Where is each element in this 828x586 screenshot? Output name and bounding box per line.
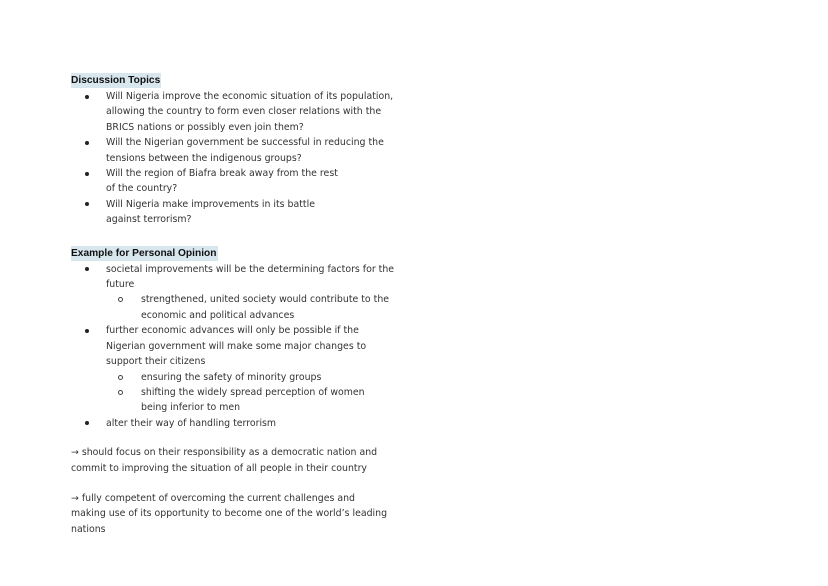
discussion-item: Will Nigeria make improvements in its battle against terrorism? [71, 197, 316, 228]
opinion-sublist [106, 370, 401, 416]
discussion-item: Will the Nigerian government be successful in reducing the tensions between the indigenous groups? [71, 135, 386, 166]
opinion-sublist [106, 292, 396, 323]
opinion-item-text: further economic advances will only be possible if the Nigerian government will make some major changes to support their citizens [106, 325, 367, 368]
opinion-section [71, 243, 411, 431]
conclusion-paragraph: → should focus on their responsibility as a democratic nation and commit to improving the situation of all people in their country [71, 447, 378, 474]
discussion-heading: Discussion Topics [71, 75, 161, 86]
opinion-subitem: shifting the widely spread perception of women being inferior to men [106, 385, 391, 416]
opinion-item [71, 262, 396, 324]
discussion-item: Will Nigeria improve the economic situation of its population, allowing the country to form even closer relations with the BRICS nations or possibly even join them? [71, 89, 396, 135]
opinion-item-text: societal improvements will be the determining factors for the future [106, 263, 395, 291]
discussion-list [71, 89, 411, 228]
discussion-section [71, 70, 411, 228]
opinion-item [71, 323, 401, 415]
conclusion-paragraph: → fully competent of overcoming the current challenges and making use of its opportunity to become one of the world’s leading nations [71, 492, 388, 535]
document-content [71, 70, 411, 537]
opinion-subitem: ensuring the safety of minority groups [106, 370, 391, 385]
discussion-item: Will the region of Biafra break away from the rest of the country? [71, 166, 341, 197]
opinion-list [71, 262, 411, 431]
opinion-subitem: strengthened, united society would contribute to the economic and political advances [106, 292, 391, 323]
opinion-heading: Example for Personal Opinion [71, 247, 217, 259]
opinion-item: alter their way of handling terrorism [71, 416, 396, 431]
